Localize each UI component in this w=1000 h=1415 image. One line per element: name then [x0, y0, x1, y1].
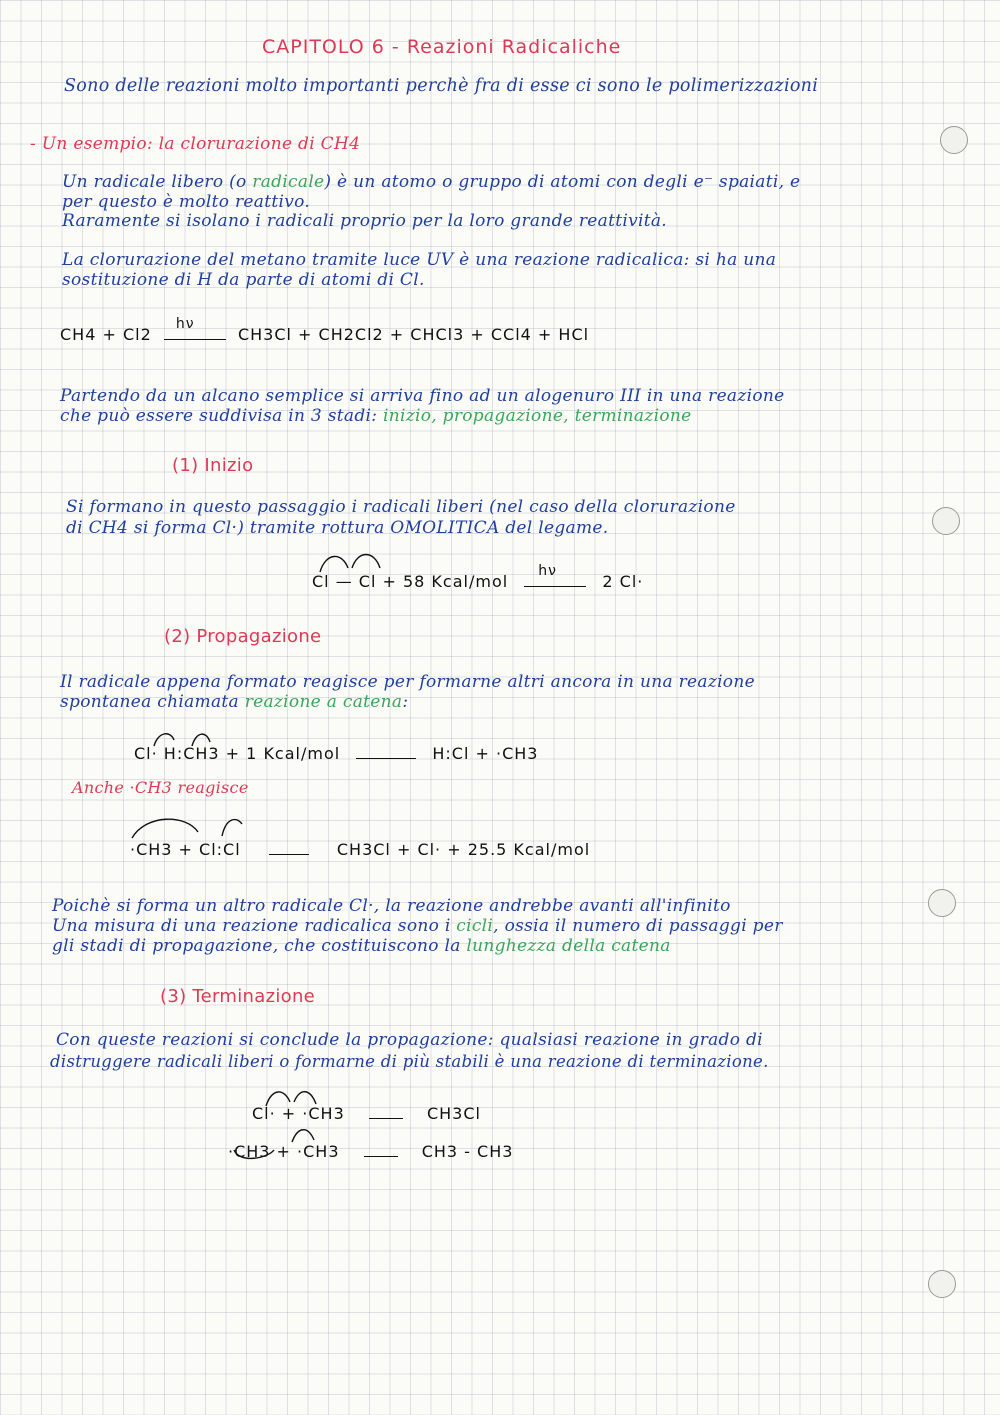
stage3-line2: distruggere radicali liberi o formarne di più stabili è una reazione di terminazione.	[50, 1052, 769, 1071]
stage3-eq2-arrow	[364, 1146, 398, 1157]
stage3-eq1-arrow	[369, 1108, 403, 1119]
stages-intro-line2	[60, 406, 691, 426]
stage2-note2-green: cicli	[456, 916, 494, 936]
stage1-line2: di CH4 si forma Cl·) tramite rottura OMOLITICA del legame.	[66, 518, 609, 538]
main-eq-condition: hν	[175, 316, 195, 332]
main-eq-products: CH3Cl + CH2Cl2 + CHCl3 + CCl4 + HCl	[237, 325, 590, 344]
main-eq-arrow	[164, 316, 226, 340]
binder-hole-1	[940, 126, 968, 154]
stage2-curved-arrows-2	[126, 812, 326, 842]
stage3-equation2	[228, 1142, 513, 1161]
binder-hole-4	[928, 1270, 956, 1298]
stage2-line2	[60, 692, 408, 712]
stage2-note2-a: Una misura di una reazione radicalica sono i	[52, 916, 457, 936]
main-equation	[60, 316, 590, 344]
stage1-eq-left: Cl — Cl + 58 Kcal/mol	[312, 572, 509, 591]
radical-def-line2: per questo è molto reattivo.	[62, 192, 311, 212]
stage3-equation1	[252, 1104, 481, 1123]
stage2-also: Anche ·CH3 reagisce	[72, 778, 249, 797]
chlorination-line2: sostituzione di H da parte di atomi di Cl.	[62, 270, 425, 290]
binder-hole-2	[932, 507, 960, 535]
radical-def-line1	[62, 172, 800, 192]
radical-def-line3: Raramente si isolano i radicali proprio per la loro grande reattività.	[62, 211, 667, 231]
stage1-heading: (1) Inizio	[172, 455, 254, 476]
stage1-eq-arrow	[524, 563, 586, 587]
radical-def-line1-b: ) è un atomo o gruppo di atomi con degli e⁻ spaiati, e	[324, 172, 801, 192]
stage2-equation1	[134, 744, 538, 763]
stages-intro-line1: Partendo da un alcano semplice si arriva fino ad un alogenuro III in una reazione	[60, 386, 785, 406]
stage1-eq-right: 2 Cl·	[602, 572, 644, 591]
stage2-note1: Poichè si forma un altro radicale Cl·, la reazione andrebbe avanti all'infinito	[52, 896, 731, 916]
stage2-eq1-right: H:Cl + ·CH3	[432, 744, 539, 763]
radical-def-line1-a: Un radicale libero (o	[62, 172, 253, 192]
stage2-green: reazione a catena	[244, 692, 403, 712]
example-heading: - Un esempio: la clorurazione di CH4	[30, 134, 361, 154]
stage2-eq1-arrow	[356, 748, 416, 759]
chlorination-line1: La clorurazione del metano tramite luce UV è una reazione radicalica: si ha una	[62, 250, 777, 270]
stage3-line1: Con queste reazioni si conclude la propagazione: qualsiasi reazione in grado di	[56, 1030, 763, 1050]
stages-intro-line2-a: che può essere suddivisa in 3 stadi:	[60, 406, 383, 426]
intro-text: Sono delle reazioni molto importanti perchè fra di esse ci sono le polimerizzazioni	[64, 76, 819, 96]
stage3-heading: (3) Terminazione	[160, 986, 316, 1007]
stage1-line1: Si formano in questo passaggio i radicali liberi (nel caso della clorurazione	[66, 497, 736, 517]
stage2-eq2-left: ·CH3 + Cl:Cl	[130, 840, 241, 859]
stage3-eq1-right: CH3Cl	[426, 1104, 481, 1123]
stage2-note3-green: lunghezza della catena	[466, 936, 671, 956]
stage2-eq2-arrow	[269, 844, 309, 855]
stage2-note3	[52, 936, 671, 956]
binder-hole-3	[928, 889, 956, 917]
stages-intro-green: inizio, propagazione, terminazione	[383, 406, 692, 426]
radical-def-green: radicale	[252, 172, 325, 192]
stage2-note2-b: , ossia il numero di passaggi per	[493, 916, 783, 936]
stage3-eq2-left: ·CH3 + ·CH3	[228, 1142, 340, 1161]
stage2-line2-b: :	[402, 692, 409, 712]
stage1-equation	[312, 563, 644, 591]
stage3-eq2-right: CH3 - CH3	[421, 1142, 514, 1161]
stage2-eq2-right: CH3Cl + Cl· + 25.5 Kcal/mol	[336, 840, 591, 859]
main-eq-reactants: CH4 + Cl2	[60, 325, 152, 344]
stage2-eq1-left: Cl· H:CH3 + 1 Kcal/mol	[134, 744, 341, 763]
stage2-note2	[52, 916, 783, 936]
stage2-equation2	[130, 840, 590, 859]
stage2-note3-a: gli stadi di propagazione, che costituiscono la	[52, 936, 467, 956]
stage2-line2-a: spontanea chiamata	[60, 692, 245, 712]
stage1-eq-condition: hν	[538, 563, 557, 579]
stage3-eq1-left: Cl· + ·CH3	[252, 1104, 345, 1123]
page-title: CAPITOLO 6 - Reazioni Radicaliche	[262, 36, 622, 58]
stage2-line1: Il radicale appena formato reagisce per formarne altri ancora in una reazione	[60, 672, 755, 692]
stage2-heading: (2) Propagazione	[164, 626, 322, 647]
